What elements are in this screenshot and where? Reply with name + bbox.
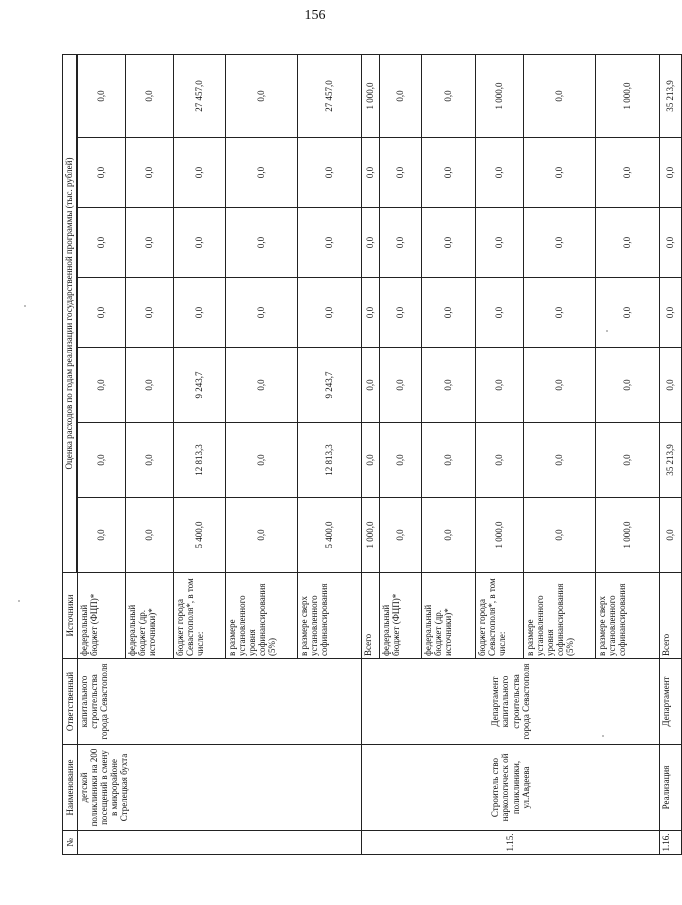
value-cell: 0,0 xyxy=(596,138,660,208)
source-cell: бюджет города Севастополя*, в том числе: xyxy=(174,573,226,659)
value-cell: 0,0 xyxy=(596,208,660,278)
source-cell: федеральный бюджет (др. источники)* xyxy=(126,573,174,659)
value-cell: 0,0 xyxy=(422,498,476,573)
value-cell: 0,0 xyxy=(524,423,596,498)
value-cell: 0,0 xyxy=(660,278,682,348)
value-cell: 0,0 xyxy=(362,138,380,208)
source-cell: в размере сверх установленного софинансирования xyxy=(596,573,660,659)
row-num-cell: 1.16. xyxy=(660,831,682,855)
value-cell: 0,0 xyxy=(422,348,476,423)
value-cell: 1 000,0 xyxy=(596,498,660,573)
value-cell: 0,0 xyxy=(524,208,596,278)
value-cell: 0,0 xyxy=(78,55,126,138)
value-cell: 0,0 xyxy=(524,55,596,138)
header-estimate: Оценка расходов по годам реализации государственной программы (тыс. рублей) xyxy=(63,55,77,573)
row-num-cell xyxy=(78,831,362,855)
rotated-table-container xyxy=(62,55,676,855)
value-cell: 27 457,0 xyxy=(174,55,226,138)
value-cell: 0,0 xyxy=(126,348,174,423)
value-cell: 0,0 xyxy=(78,278,126,348)
value-cell: 0,0 xyxy=(126,138,174,208)
value-cell: 5 400,0 xyxy=(298,498,362,573)
source-cell: федеральный бюджет (др. источники)* xyxy=(422,573,476,659)
value-cell: 9 243,7 xyxy=(174,348,226,423)
source-cell: в размере сверх установленного софинансирования xyxy=(298,573,362,659)
source-cell: в размере установленного уровня софинансирования (5%) xyxy=(226,573,298,659)
table-row xyxy=(362,55,380,855)
value-cell: 1 000,0 xyxy=(362,498,380,573)
value-cell: 0,0 xyxy=(660,348,682,423)
value-cell: 0,0 xyxy=(660,498,682,573)
name-cell: Строитель ство наркологическ ой поликлиники, ул.Авдеева xyxy=(362,745,660,831)
rotated-table-frame xyxy=(62,55,676,855)
scan-speck xyxy=(24,305,26,307)
responsible-cell: Департамент xyxy=(660,659,682,745)
source-cell: федеральный бюджет (ФЦП)* xyxy=(78,573,126,659)
value-cell: 0,0 xyxy=(226,348,298,423)
header-name: Наименование xyxy=(63,745,78,831)
value-cell: 0,0 xyxy=(226,55,298,138)
value-cell: 0,0 xyxy=(380,278,422,348)
value-cell: 0,0 xyxy=(78,138,126,208)
value-cell: 0,0 xyxy=(380,423,422,498)
header-source: Источники xyxy=(63,573,78,659)
value-cell: 0,0 xyxy=(596,278,660,348)
value-cell: 35 213,9 xyxy=(660,423,682,498)
table-row xyxy=(78,55,126,855)
value-cell: 0,0 xyxy=(380,498,422,573)
value-cell: 0,0 xyxy=(174,138,226,208)
value-cell: 0,0 xyxy=(226,138,298,208)
value-cell: 0,0 xyxy=(226,278,298,348)
value-cell: 0,0 xyxy=(380,55,422,138)
value-cell: 0,0 xyxy=(78,423,126,498)
name-cell: детской поликлиники на 200 посещений в смену в микрорайоне Стрелецкая бухта xyxy=(78,745,362,831)
value-cell: 0,0 xyxy=(476,278,524,348)
value-cell: 0,0 xyxy=(660,208,682,278)
program-expense-table xyxy=(62,54,682,855)
value-cell: 0,0 xyxy=(596,423,660,498)
value-cell: 0,0 xyxy=(524,498,596,573)
value-cell: 0,0 xyxy=(422,138,476,208)
value-cell: 0,0 xyxy=(524,278,596,348)
source-cell: Всего xyxy=(362,573,380,659)
value-cell: 9 243,7 xyxy=(298,348,362,423)
page-number: 156 xyxy=(304,8,326,23)
value-cell: 0,0 xyxy=(78,348,126,423)
value-cell: 0,0 xyxy=(78,208,126,278)
value-cell: 0,0 xyxy=(380,208,422,278)
value-cell: 0,0 xyxy=(298,278,362,348)
value-cell: 0,0 xyxy=(174,278,226,348)
value-cell: 0,0 xyxy=(78,498,126,573)
value-cell: 0,0 xyxy=(126,208,174,278)
value-cell: 0,0 xyxy=(362,278,380,348)
value-cell: 0,0 xyxy=(422,208,476,278)
scan-speck xyxy=(18,600,20,602)
responsible-cell: капитального строительства города Севастополя xyxy=(78,659,362,745)
table-row xyxy=(660,55,682,855)
row-num-cell: 1.15. xyxy=(362,831,660,855)
value-cell: 0,0 xyxy=(362,348,380,423)
value-cell: 0,0 xyxy=(174,208,226,278)
value-cell: 0,0 xyxy=(226,208,298,278)
value-cell: 1 000,0 xyxy=(476,55,524,138)
value-cell: 1 000,0 xyxy=(596,55,660,138)
value-cell: 0,0 xyxy=(476,208,524,278)
value-cell: 0,0 xyxy=(226,498,298,573)
value-cell: 12 813,3 xyxy=(174,423,226,498)
value-cell: 0,0 xyxy=(298,208,362,278)
value-cell: 1 000,0 xyxy=(476,498,524,573)
value-cell: 0,0 xyxy=(126,278,174,348)
source-cell: бюджет города Севастополя*, в том числе: xyxy=(476,573,524,659)
value-cell: 0,0 xyxy=(476,348,524,423)
value-cell: 0,0 xyxy=(660,138,682,208)
value-cell: 0,0 xyxy=(422,423,476,498)
value-cell: 27 457,0 xyxy=(298,55,362,138)
name-cell: Реализация xyxy=(660,745,682,831)
value-cell: 0,0 xyxy=(126,55,174,138)
value-cell: 0,0 xyxy=(226,423,298,498)
value-cell: 12 813,3 xyxy=(298,423,362,498)
value-cell: 0,0 xyxy=(422,55,476,138)
value-cell: 35 213,9 xyxy=(660,55,682,138)
responsible-cell: Департамент капитального строительства города Севастополя xyxy=(362,659,660,745)
value-cell: 5 400,0 xyxy=(174,498,226,573)
value-cell: 0,0 xyxy=(362,423,380,498)
value-cell: 0,0 xyxy=(524,138,596,208)
source-cell: федеральный бюджет (ФЦП)* xyxy=(380,573,422,659)
value-cell: 0,0 xyxy=(380,348,422,423)
value-cell: 0,0 xyxy=(380,138,422,208)
value-cell: 0,0 xyxy=(126,498,174,573)
value-cell: 0,0 xyxy=(596,348,660,423)
value-cell: 0,0 xyxy=(362,208,380,278)
value-cell: 0,0 xyxy=(126,423,174,498)
value-cell: 0,0 xyxy=(476,423,524,498)
value-cell: 0,0 xyxy=(476,138,524,208)
header-responsible: Ответственный xyxy=(63,659,78,745)
value-cell: 0,0 xyxy=(422,278,476,348)
value-cell: 0,0 xyxy=(524,348,596,423)
source-cell: в размере установленного уровня софинансирования (5%) xyxy=(524,573,596,659)
header-num: № xyxy=(63,831,78,855)
source-cell: Всего xyxy=(660,573,682,659)
value-cell: 0,0 xyxy=(298,138,362,208)
value-cell: 1 000,0 xyxy=(362,55,380,138)
